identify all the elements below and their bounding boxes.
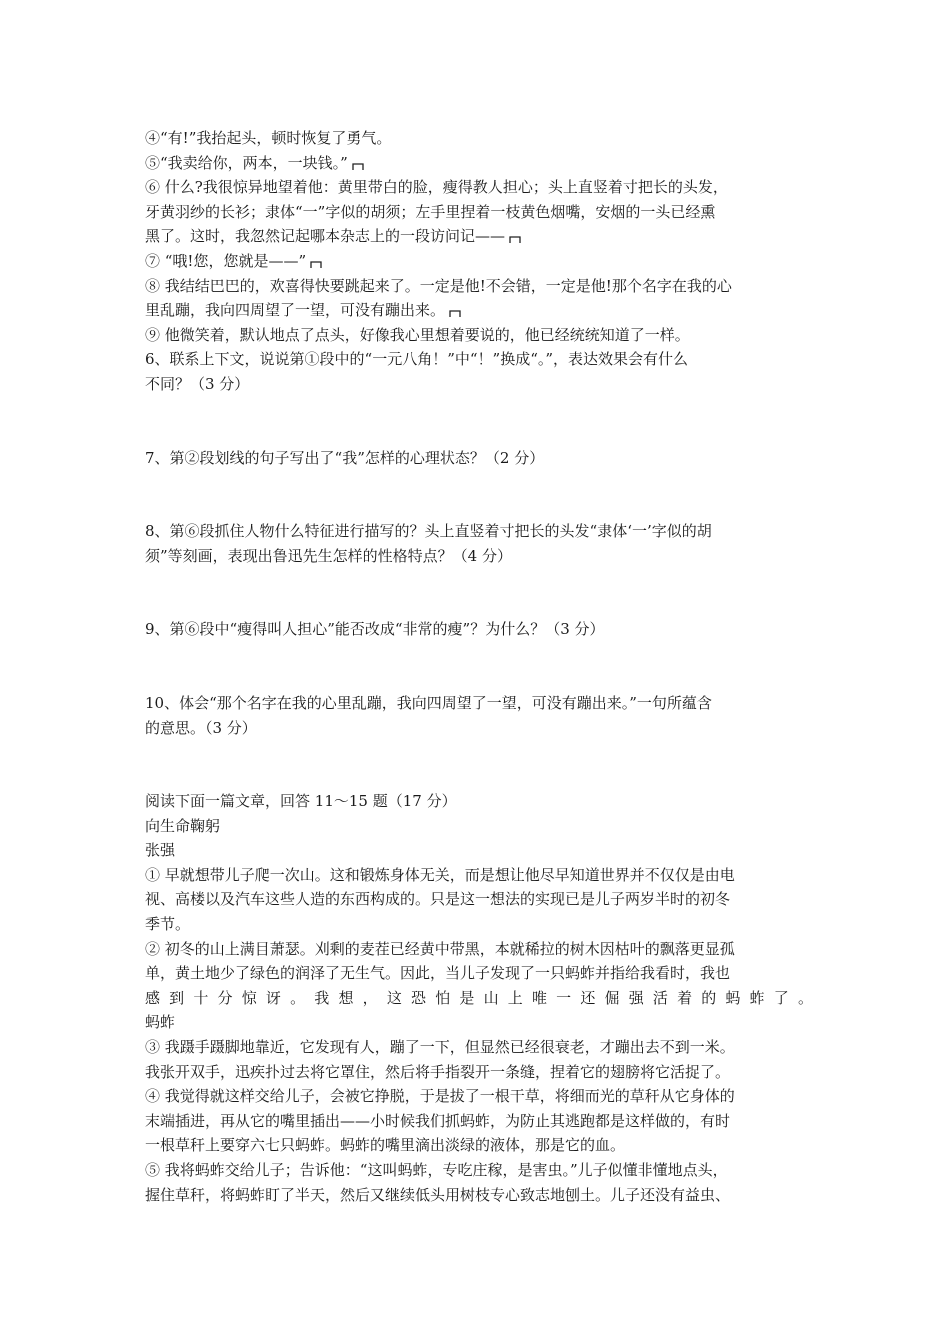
article-paragraph-2-line-4: 蚂蚱	[145, 1013, 176, 1032]
paragraph-mark-icon	[310, 249, 322, 274]
paragraph-mark-icon	[449, 298, 461, 323]
paragraph-mark-icon	[509, 224, 521, 249]
answer-space	[145, 568, 813, 617]
article-paragraph-5-line-2: 握住草秆，将蚂蚱盯了半天，然后又继续低头用树枝专心致志地刨土。儿子还没有益虫、	[145, 1185, 731, 1204]
question-7: 7、第②段划线的句子写出了“我”怎样的心理状态？（2 分）	[145, 448, 545, 467]
answer-space	[145, 740, 813, 789]
question-8-line-1: 8、第⑥段抓住人物什么特征进行描写的？头上直竖着寸把长的头发“隶体‘一’字似的胡	[145, 522, 712, 541]
question-9: 9、第⑥段中“瘦得叫人担心”能否改成“非常的瘦”？为什么？（3 分）	[145, 620, 605, 639]
article-paragraph-2-line-2: 单，黄土地少了绿色的润泽了无生气。因此，当儿子发现了一只蚂蚱并指给我看时，我也	[145, 964, 731, 983]
question-6-line-2: 不同？（3 分）	[145, 374, 250, 393]
article-paragraph-5-line-1: ⑤ 我将蚂蚱交给儿子；告诉他：“这叫蚂蚱，专吃庄稼，是害虫。”儿子似懂非懂地点头，	[145, 1161, 728, 1179]
question-8-line-2: 须”等刻画，表现出鲁迅先生怎样的性格特点？（4 分）	[145, 546, 512, 565]
paragraph-4: ④“有!”我抬起头，顿时恢复了勇气。	[145, 129, 392, 147]
article-paragraph-4-line-3: 一根草秆上要穿六七只蚂蚱。蚂蚱的嘴里滴出淡绿的液体，那是它的血。	[145, 1136, 626, 1155]
document-page	[145, 126, 813, 1207]
answer-space	[145, 470, 813, 519]
article-paragraph-2-line-1: ② 初冬的山上满目萧瑟。刈剩的麦茬已经黄中带黑，本就稀拉的树木因枯叶的飘落更显孤	[145, 939, 735, 958]
question-6-line-1: 6、联系上下文，说说第①段中的“一元八角！”中“！”换成“。”，表达效果会有什么	[145, 350, 689, 369]
question-10-line-1: 10、体会“那个名字在我的心里乱蹦，我向四周望了一望，可没有蹦出来。”一句所蕴含	[145, 693, 712, 712]
article-title: 向生命鞠躬	[145, 816, 221, 835]
article-paragraph-1-line-2: 视、高楼以及汽车这些人造的东西构成的。只是这一想法的实现已是儿子两岁半时的初冬	[145, 890, 731, 909]
article-paragraph-1-line-1: ① 早就想带儿子爬一次山。这和锻炼身体无关，而是想让他尽早知道世界并不仅仅是由电	[145, 865, 735, 884]
paragraph-9: ⑨ 他微笑着，默认地点了点头，好像我心里想着要说的，他已经统统知道了一样。	[145, 325, 690, 344]
paragraph-6-line-1: ⑥ 什么?我很惊异地望着他：黄里带白的脸，瘦得教人担心；头上直竖着寸把长的头发，	[145, 178, 728, 197]
paragraph-6-line-3: 黑了。这时，我忽然记起哪本杂志上的一段访问记——	[145, 224, 813, 249]
answer-space	[145, 642, 813, 691]
paragraph-8-line-2: 里乱蹦，我向四周望了一望，可没有蹦出来。	[145, 298, 813, 323]
article-paragraph-2-line-3: 感到十分惊讶。我想，这恐怕是山上唯一还倔强活着的蚂蚱了。	[145, 988, 813, 1007]
question-10-line-2: 的意思。（3 分）	[145, 718, 257, 737]
answer-space	[145, 397, 813, 446]
paragraph-5: ⑤“我卖给你，两本，一块钱。”	[145, 151, 813, 176]
article-paragraph-4-line-2: 末端插进，再从它的嘴里插出——小时候我们抓蚂蚱，为防止其逃跑都是这样做的，有时	[145, 1111, 731, 1130]
article-paragraph-3-line-1: ③ 我蹑手蹑脚地靠近，它发现有人，蹦了一下，但显然已经很衰老，才蹦出去不到一米。	[145, 1038, 735, 1057]
article-paragraph-3-line-2: 我张开双手，迅疾扑过去将它罩住，然后将手指裂开一条缝，捏着它的翅膀将它活捉了。	[145, 1062, 731, 1081]
article-paragraph-1-line-3: 季节。	[145, 915, 191, 934]
section-intro: 阅读下面一篇文章，回答 11～15 题（17 分）	[145, 792, 457, 811]
article-author: 张强	[145, 841, 176, 860]
paragraph-7: ⑦ “哦!您，您就是——”	[145, 249, 813, 274]
paragraph-8-line-1: ⑧ 我结结巴巴的，欢喜得快要跳起来了。一定是他!不会错，一定是他!那个名字在我的心	[145, 276, 732, 295]
paragraph-6-line-2: 牙黄羽纱的长衫；隶体“一”字似的胡须；左手里捏着一枝黄色烟嘴，安烟的一头已经熏	[145, 202, 716, 221]
paragraph-mark-icon	[352, 151, 364, 176]
article-paragraph-4-line-1: ④ 我觉得就这样交给儿子，会被它挣脱，于是拔了一根干草，将细而光的草秆从它身体的	[145, 1087, 735, 1106]
